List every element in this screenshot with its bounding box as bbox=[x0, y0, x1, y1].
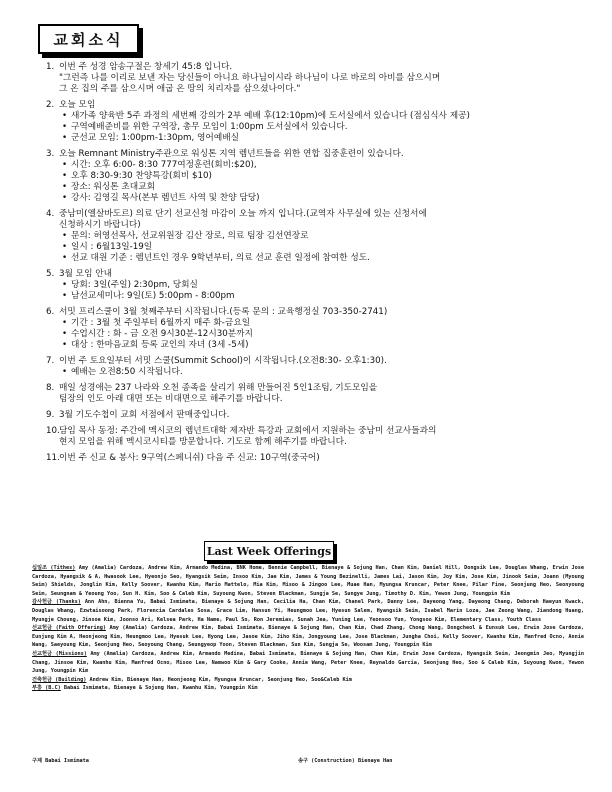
notice-item bbox=[46, 356, 586, 378]
notice-number: 3. bbox=[46, 149, 55, 159]
notice-bullet: • 문의: 허영선목사, 선교위원장 김산 장로, 의료 팀장 김선연장로 bbox=[71, 231, 586, 242]
notice-bullet: • 구역예배준비를 위한 구역장, 총무 모임이 1:00pm 도서실에서 있습니다. bbox=[71, 122, 586, 133]
offering-category bbox=[32, 676, 584, 685]
notice-bullet: • 당회: 3일(주일) 2:30pm, 당회실 bbox=[71, 280, 586, 291]
notice-number: 10. bbox=[46, 426, 60, 436]
offering-donor-names: Amy (Amalia) Cardoza, Andrew Kim, Armando Medina, BNK Home, Bennie Campbell, Bienaye & Sojung Han, Chan Kim, Daniel Hill, Dongsik Lee, Douglas Whang, Erwin Jose Cardoza, Hyangsik & A, Hwasook Lee, Hyeonjo Seo, Hyangsik Seim, Insoo Kim, Jae Kim, James & Young Bezinelli, James Lai, Jason Kim, Joy Kim, Jose Kim, Jinook Seim, Joann (Myoung Seim) Shields, Jonglin Kim, Kelly Soover, Kwanhu Kim, Mario Mattelo, Mia Kim, Misoo & Jingoo Lee, Muae Han, Myungsa Kruncar, Peter Knee, Pilar Fine, Seonjung Heo, Seonyoung Seim, Seungnam & Yeoung Yoo, Sun H. Kim, Soo & Caleb Kim, Suyoung Kwon, Steven Blackman, Sungja Se, Sungye Jung, Timothy D. Kim, Yewon Jung, Youngpin Kim bbox=[32, 565, 584, 597]
offering-category bbox=[32, 650, 584, 676]
notice-text: 서밋 프리스쿨이 3월 첫째주부터 시작됩니다.(등록 문의 : 교육행정실 703-350-2741) bbox=[59, 307, 388, 317]
notice-item bbox=[46, 269, 586, 302]
notice-bullet: • 남선교세미나: 9일(토) 5:00pm - 8:00pm bbox=[71, 291, 586, 302]
notice-number: 6. bbox=[46, 307, 55, 317]
offering-donor-names: Ann Ahn, Bienna Yu, Babai Ismimata, Bienaye & Sojung Han, Cecilia Ha, Chan Kim, Chanel Park, Danny Lee, Dayeong Yang, Dayeong Chang, Deborah Haeyun Kwack, Douglas Whang, Ezwtaisoong Park, Florencia Cardales Sosa, Grace Lim, Hansun Yi, Heungmoo Lee, Hyesun Salem, Hyangsik Seim, Isabel Marin Loza, Jae Zeong Wang, Jiandong Huang, Myungje Choung, Jinsoe Kim, Joonso Ari, Kelsea Park, Ha Name, Paul So, Ron Jeremias, Sunah Jea, Yuning Lee, Yeonsoo Yun, Yongsoo Kim, Elementary Class, Youth Class bbox=[32, 599, 585, 623]
notice-bullet: • 기간 : 3월 첫 주일부터 6월까지 매주 화-금요일 bbox=[71, 318, 586, 329]
notice-text: 신청하시기 바랍니다) bbox=[59, 220, 141, 230]
offerings-footer bbox=[32, 757, 584, 764]
notice-bullet: • 예배는 오전8:50 시작됩니다. bbox=[71, 367, 586, 378]
offering-donor-names: Babai Ismimata, Bienaye & Sojung Han, Kwanhu Kim, Youngpin Kim bbox=[63, 685, 258, 692]
notice-text: 3월 기도수첩이 교회 서점에서 판매중입니다. bbox=[59, 410, 230, 420]
notice-number: 2. bbox=[46, 100, 55, 110]
notice-bullet: • 선교 대원 기준 : 렘넌트인 경우 9학년부터, 의료 선교 훈련 일정에 참여한 성도. bbox=[71, 253, 586, 264]
notice-number: 11. bbox=[46, 453, 60, 463]
offering-category-label: 부흥 (B.C) bbox=[32, 685, 61, 692]
notice-number: 8. bbox=[46, 383, 55, 393]
notice-item bbox=[46, 62, 586, 95]
offerings-list bbox=[32, 564, 584, 693]
notice-text: 이번 주 성경 암송구절은 창세기 45:8 입니다. bbox=[59, 62, 233, 72]
notice-bullet: • 강사: 김영길 목사(본부 렘넌트 사역 및 찬양 담당) bbox=[71, 193, 586, 204]
notice-item bbox=[46, 307, 586, 351]
offering-category-label: 감사헌금 (Thanks) bbox=[32, 599, 81, 606]
offering-category bbox=[32, 624, 584, 650]
notice-number: 9. bbox=[46, 410, 55, 420]
notice-text: 팀장의 인도 아래 대면 또는 비대면으로 해주기를 바랍니다. bbox=[59, 394, 283, 404]
notice-text: 오늘 Remnant Ministry주관으로 워싱톤 지역 렘넌트들을 위한 연합 집중훈련이 있습니다. bbox=[59, 149, 404, 159]
notice-bullet: • 장소: 워싱톤 초대교회 bbox=[71, 182, 586, 193]
notice-number: 7. bbox=[46, 356, 55, 366]
notice-number: 4. bbox=[46, 209, 55, 219]
notice-bullet: • 새가족 양육반 5주 과정의 세번째 강의가 2부 예배 후(12:10pm)에 도서실에서 있습니다 (점심식사 제공) bbox=[71, 111, 586, 122]
notice-item bbox=[46, 410, 586, 421]
notice-item bbox=[46, 383, 586, 405]
relief-offering: 구제 Babai Ismimata bbox=[32, 758, 89, 764]
notice-item bbox=[46, 453, 586, 464]
notice-item bbox=[46, 100, 586, 144]
notice-bullet: • 군선교 모임: 1:00pm-1:30pm, 영어예배실 bbox=[71, 133, 586, 144]
last-week-offerings-heading: Last Week Offerings bbox=[204, 541, 334, 561]
notice-bullet: • 일시 : 6월13일-19일 bbox=[71, 242, 586, 253]
construction-offering: 송구 (Construction) Bienaye Han bbox=[298, 758, 393, 764]
notice-text: 매일 성경애는 237 나라와 오천 종족을 살리기 위해 만들어진 5인1조팀, 기도모임을 bbox=[59, 383, 378, 393]
offering-category-label: 선교헌금 (Faith Offering) bbox=[32, 625, 106, 632]
notice-text: 현지 모임을 위해 멕시코시티를 방문합니다. 기도로 함께 해주기를 바랍니다. bbox=[59, 437, 347, 447]
offering-donor-names: Amy (Amalia) Cardoza, Andrew Kim, Armando Medina, Babai Ismimata, Bienaye & Sojung Han, Chan Kim, Erwin Jose Cardoza, Hyangsik Seim, Jeongmin Jeo, Myungjin Chang, Jinsoe Kim, Kwanhu Kim, Manfred Ocno, Misoo Lee, Namwoo Kim & Gary Cooke, Annie Wang, Peter Knee, Reynaldo Garcia, Seonjung Heo, Soo & Caleb Kim, Suyoung Kwon, Yewon Jung, Youngpin Kim bbox=[32, 650, 585, 675]
offering-category bbox=[32, 598, 584, 624]
offering-category-label: 건축헌금 (Building) bbox=[32, 676, 87, 683]
notice-bullet: • 수업시간 : 화 - 금 오전 9시30분-12시30분까지 bbox=[71, 329, 586, 340]
notice-text: 이번 주 신교 & 봉사: 9구역(스페니쉬) 다음 주 신교: 10구역(중국어) bbox=[59, 453, 320, 463]
notice-item bbox=[46, 426, 586, 448]
notice-text: 3월 모임 안내 bbox=[59, 269, 113, 279]
notice-text: 오늘 모임 bbox=[59, 100, 96, 110]
notice-bullet: • 오후 8:30-9:30 찬양특강(회비 $10) bbox=[71, 171, 586, 182]
offering-category bbox=[32, 564, 584, 598]
notice-text: 그 온 집의 주를 삼으시며 애굽 온 땅의 치리자를 삼으셨나이다." bbox=[59, 84, 301, 94]
notice-text: 중남미(엘살바도르) 의료 단기 선교신청 마감이 오늘 까지 입니다.(교역자 사무실에 있는 신청서에 bbox=[59, 209, 427, 219]
notice-text: 이번 주 토요일부터 서밋 스쿨(Summit School)이 시작됩니다.(오전8:30- 오후1:30). bbox=[59, 356, 387, 366]
notice-number: 1. bbox=[46, 62, 55, 72]
notice-item bbox=[46, 149, 586, 204]
notice-text: "그런즉 나를 이리로 보낸 자는 당신들이 아니요 하나님이시라 하나님이 나로 바로의 아비를 삼으시며 bbox=[59, 73, 441, 83]
offering-donor-names: Andrew Kim, Bienaye Han, Heonjeong Kim, Myungsa Kruncar, Seonjung Heo, Soo&Caleb Kim bbox=[89, 676, 352, 683]
offering-category bbox=[32, 684, 584, 693]
offering-category-label: 선교헌금 (Missions) bbox=[32, 650, 87, 657]
notice-bullet: • 시간: 오후 6:00- 8:30 777여정훈련(회비:$20), bbox=[71, 160, 586, 171]
notices-list bbox=[46, 62, 586, 469]
page-title: 교회소식 bbox=[38, 24, 139, 54]
notice-item bbox=[46, 209, 586, 264]
notice-number: 5. bbox=[46, 269, 55, 279]
notice-text: 담임 목사 동정: 주간에 멕시코의 렘넌트대학 제자반 특강과 교회에서 지원하는 중남미 선교사들과의 bbox=[59, 426, 437, 436]
notice-bullet: • 대상 : 한마음교회 등록 교인의 자녀 (3세 -5세) bbox=[71, 340, 586, 351]
offering-donor-names: Amy (Amalia) Cardoza, Andrew Kim, Babai Ismimata, Bienaye & Sojung Han, Chan Kim, Chad Zhang, Chong Wang, Dongcheol & Eunsuk Lee, Erwin Jose Cardoza, Eunjung Kim A, Heonjeong Kim, Heungmoo Lee, Hyesuk Lee, Hyong Lee, Jasoe Kim, Jiho Kim, Jongyoung Lee, Jose Blackman, Jungha Choi, Kelly Soover, Kwanhu Kim, Manfred Ocno, Annie Wang, Saeyoung Kim, Seonjung Heo, Seoyoung Chang, Seungyeop Yoon, Steven Blackman, Sun Kim, Sungja Se, Woosam Jung, Youngpin Kim bbox=[32, 625, 584, 649]
offering-category-label: 십일조 (Tithes) bbox=[32, 565, 76, 571]
